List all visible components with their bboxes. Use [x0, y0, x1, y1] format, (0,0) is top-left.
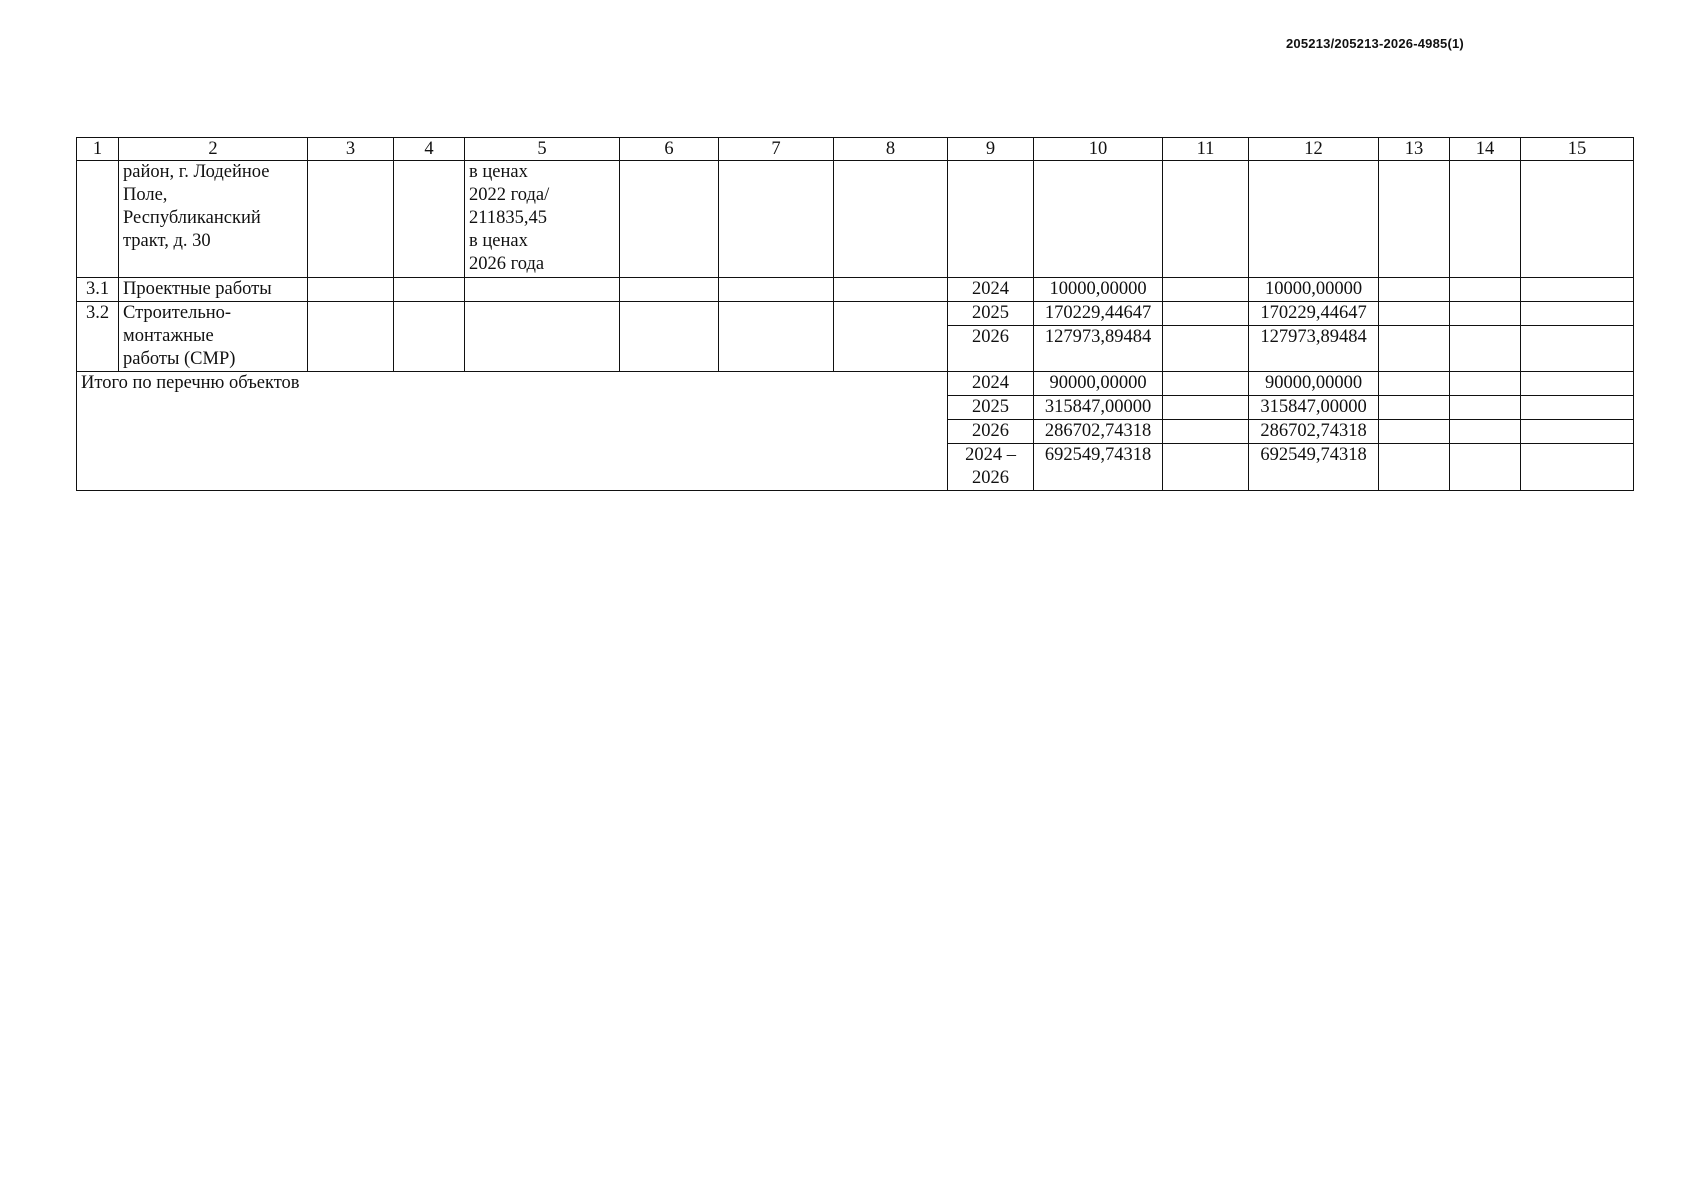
amount-col12: 170229,44647	[1249, 302, 1379, 326]
table-row-3-1	[77, 278, 1634, 302]
year-range-cell: 2024 – 2026	[948, 444, 1034, 491]
row-number: 3.2	[77, 302, 119, 372]
amount-col10: 127973,89484	[1034, 326, 1163, 372]
header-cell: 12	[1249, 138, 1379, 161]
header-cell: 10	[1034, 138, 1163, 161]
amount-col10: 286702,74318	[1034, 420, 1163, 444]
header-cell: 11	[1163, 138, 1249, 161]
amount-col10: 692549,74318	[1034, 444, 1163, 491]
header-cell: 9	[948, 138, 1034, 161]
year-cell: 2026	[948, 420, 1034, 444]
header-cell: 14	[1450, 138, 1521, 161]
header-cell: 4	[394, 138, 465, 161]
work-name: Строительно- монтажные работы (СМР)	[119, 302, 308, 372]
amount-col10: 170229,44647	[1034, 302, 1163, 326]
amount-col12: 90000,00000	[1249, 372, 1379, 396]
row-number: 3.1	[77, 278, 119, 302]
total-label: Итого по перечню объектов	[77, 372, 948, 491]
price-note-cell: в ценах 2022 года/ 211835,45 в ценах 2026 года	[465, 161, 620, 278]
year-cell: 2025	[948, 302, 1034, 326]
header-cell: 1	[77, 138, 119, 161]
amount-col12: 10000,00000	[1249, 278, 1379, 302]
object-address-cell: район, г. Лодейное Поле, Республиканский тракт, д. 30	[119, 161, 308, 278]
continuation-row	[77, 161, 1634, 278]
objects-table	[76, 137, 1634, 491]
year-cell: 2025	[948, 396, 1034, 420]
year-cell: 2024	[948, 372, 1034, 396]
header-cell: 15	[1521, 138, 1634, 161]
header-cell: 7	[719, 138, 834, 161]
amount-col12: 127973,89484	[1249, 326, 1379, 372]
header-cell: 2	[119, 138, 308, 161]
header-cell: 8	[834, 138, 948, 161]
header-cell: 6	[620, 138, 719, 161]
header-cell: 3	[308, 138, 394, 161]
total-row	[77, 372, 1634, 396]
amount-col12: 286702,74318	[1249, 420, 1379, 444]
amount-col12: 315847,00000	[1249, 396, 1379, 420]
year-cell: 2024	[948, 278, 1034, 302]
amount-col10: 90000,00000	[1034, 372, 1163, 396]
year-cell: 2026	[948, 326, 1034, 372]
amount-col10: 10000,00000	[1034, 278, 1163, 302]
document-id: 205213/205213-2026-4985(1)	[1286, 36, 1464, 51]
amount-col10: 315847,00000	[1034, 396, 1163, 420]
column-number-row	[77, 138, 1634, 161]
header-cell: 13	[1379, 138, 1450, 161]
work-name: Проектные работы	[119, 278, 308, 302]
amount-col12: 692549,74318	[1249, 444, 1379, 491]
table-row-3-2	[77, 302, 1634, 326]
header-cell: 5	[465, 138, 620, 161]
